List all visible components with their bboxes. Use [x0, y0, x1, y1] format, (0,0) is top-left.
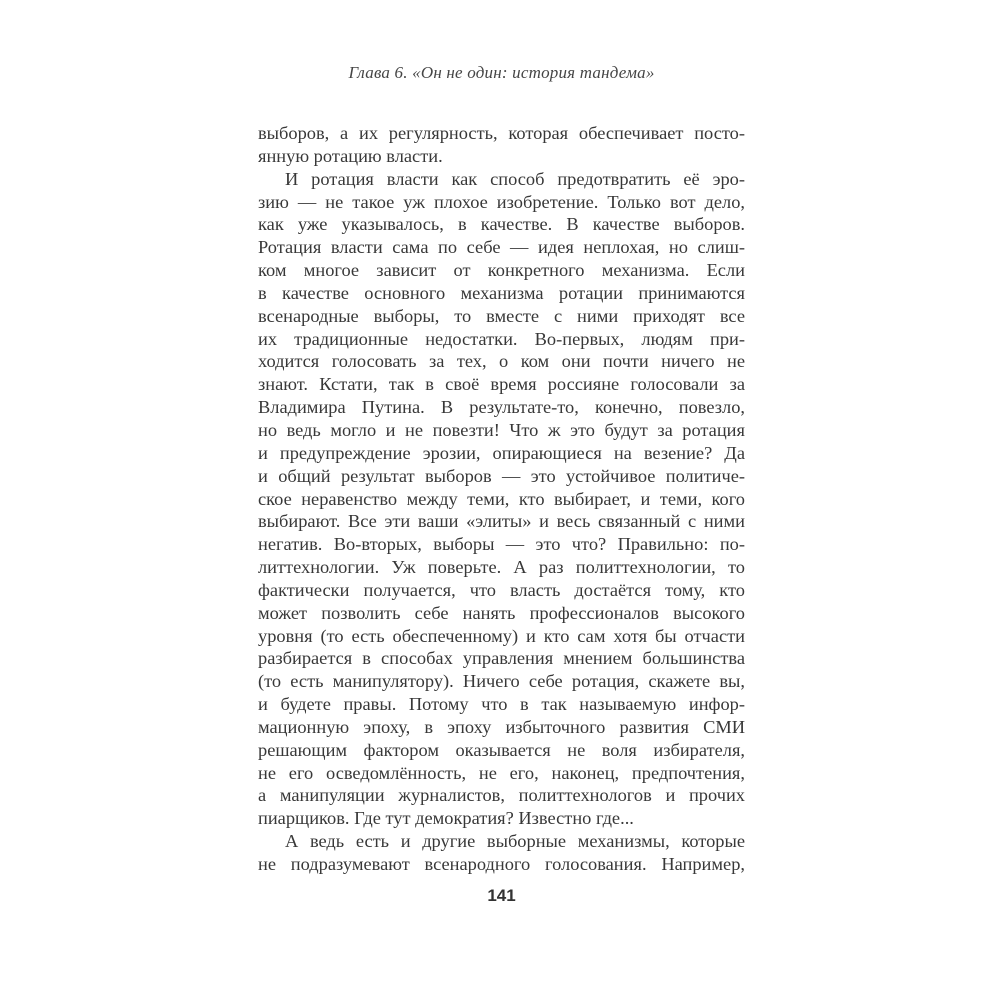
body-line: ходится голосовать за тех, о ком они почти ничего не [258, 351, 745, 372]
body-line: И ротация власти как способ предотвратить её эро- [285, 168, 745, 189]
body-line: мационную эпоху, в эпоху избыточного развития СМИ [258, 716, 745, 737]
body-line: зию — не такое уж плохое изобретение. Только вот дело, [258, 191, 745, 212]
body-line: выборов, а их регулярность, которая обеспечивает посто- [258, 123, 745, 143]
body-line: не подразумевают всенародного голосования. Например, [258, 854, 745, 874]
body-line: а манипуляции журналистов, политтехнологов и прочих [258, 785, 745, 806]
body-line: разбирается в способах управления мнением большинства [258, 648, 745, 669]
body-line: фактически получается, что власть достаётся тому, кто [258, 579, 745, 600]
body-line: литтехнологии. Уж поверьте. А раз политтехнологии, то [258, 557, 745, 578]
body-line: их традиционные недостатки. Во-первых, людям при- [258, 328, 745, 349]
body-line: в качестве основного механизма ротации принимаются [258, 282, 745, 303]
body-line: и предупреждение эрозии, опирающиеся на везение? Да [258, 442, 745, 463]
page-number: 141 [487, 886, 516, 905]
body-line: и общий результат выборов — это устойчивое политиче- [258, 465, 745, 486]
body-line: не его осведомлённость, не его, наконец, предпочтения, [258, 762, 745, 783]
body-line: (то есть манипулятору). Ничего себе ротация, скажете вы, [258, 671, 745, 692]
body-line: уровня (то есть обеспеченному) и кто сам хотя бы отчасти [258, 625, 745, 646]
body-line: но ведь могло и не повезти! Что ж это будут за ротация [258, 419, 745, 440]
running-header: Глава 6. «Он не один: история тандема» [348, 63, 655, 82]
body-line: Ротация власти сама по себе — идея неплохая, но слиш- [258, 237, 745, 258]
body-line: ком многое зависит от конкретного механизма. Если [258, 260, 745, 281]
body-line: как уже указывалось, в качестве. В качестве выборов. [258, 214, 745, 235]
body-line: может позволить себе нанять профессионалов высокого [258, 602, 745, 623]
body-line: знают. Кстати, так в своё время россияне голосовали за [258, 374, 745, 395]
body-line: пиарщиков. Где тут демократия? Известно где... [258, 808, 634, 829]
body-line: Владимира Путина. В результате-то, конечно, повезло, [258, 397, 745, 418]
body-line: А ведь есть и другие выборные механизмы, которые [285, 831, 745, 852]
body-line: и будете правы. Потому что в так называемую инфор- [258, 694, 745, 715]
body-line: ское неравенство между теми, кто выбирает, и теми, кого [258, 488, 745, 509]
body-lines [258, 122, 745, 876]
body-line: негатив. Во-вторых, выборы — это что? Правильно: по- [258, 534, 745, 555]
body-line: выбирают. Все эти ваши «элиты» и весь связанный с ними [258, 511, 745, 532]
body-line: решающим фактором оказывается не воля избирателя, [258, 739, 745, 760]
body-line: янную ротацию власти. [258, 145, 443, 166]
body-line: всенародные выборы, то вместе с ними приходят все [258, 305, 745, 326]
